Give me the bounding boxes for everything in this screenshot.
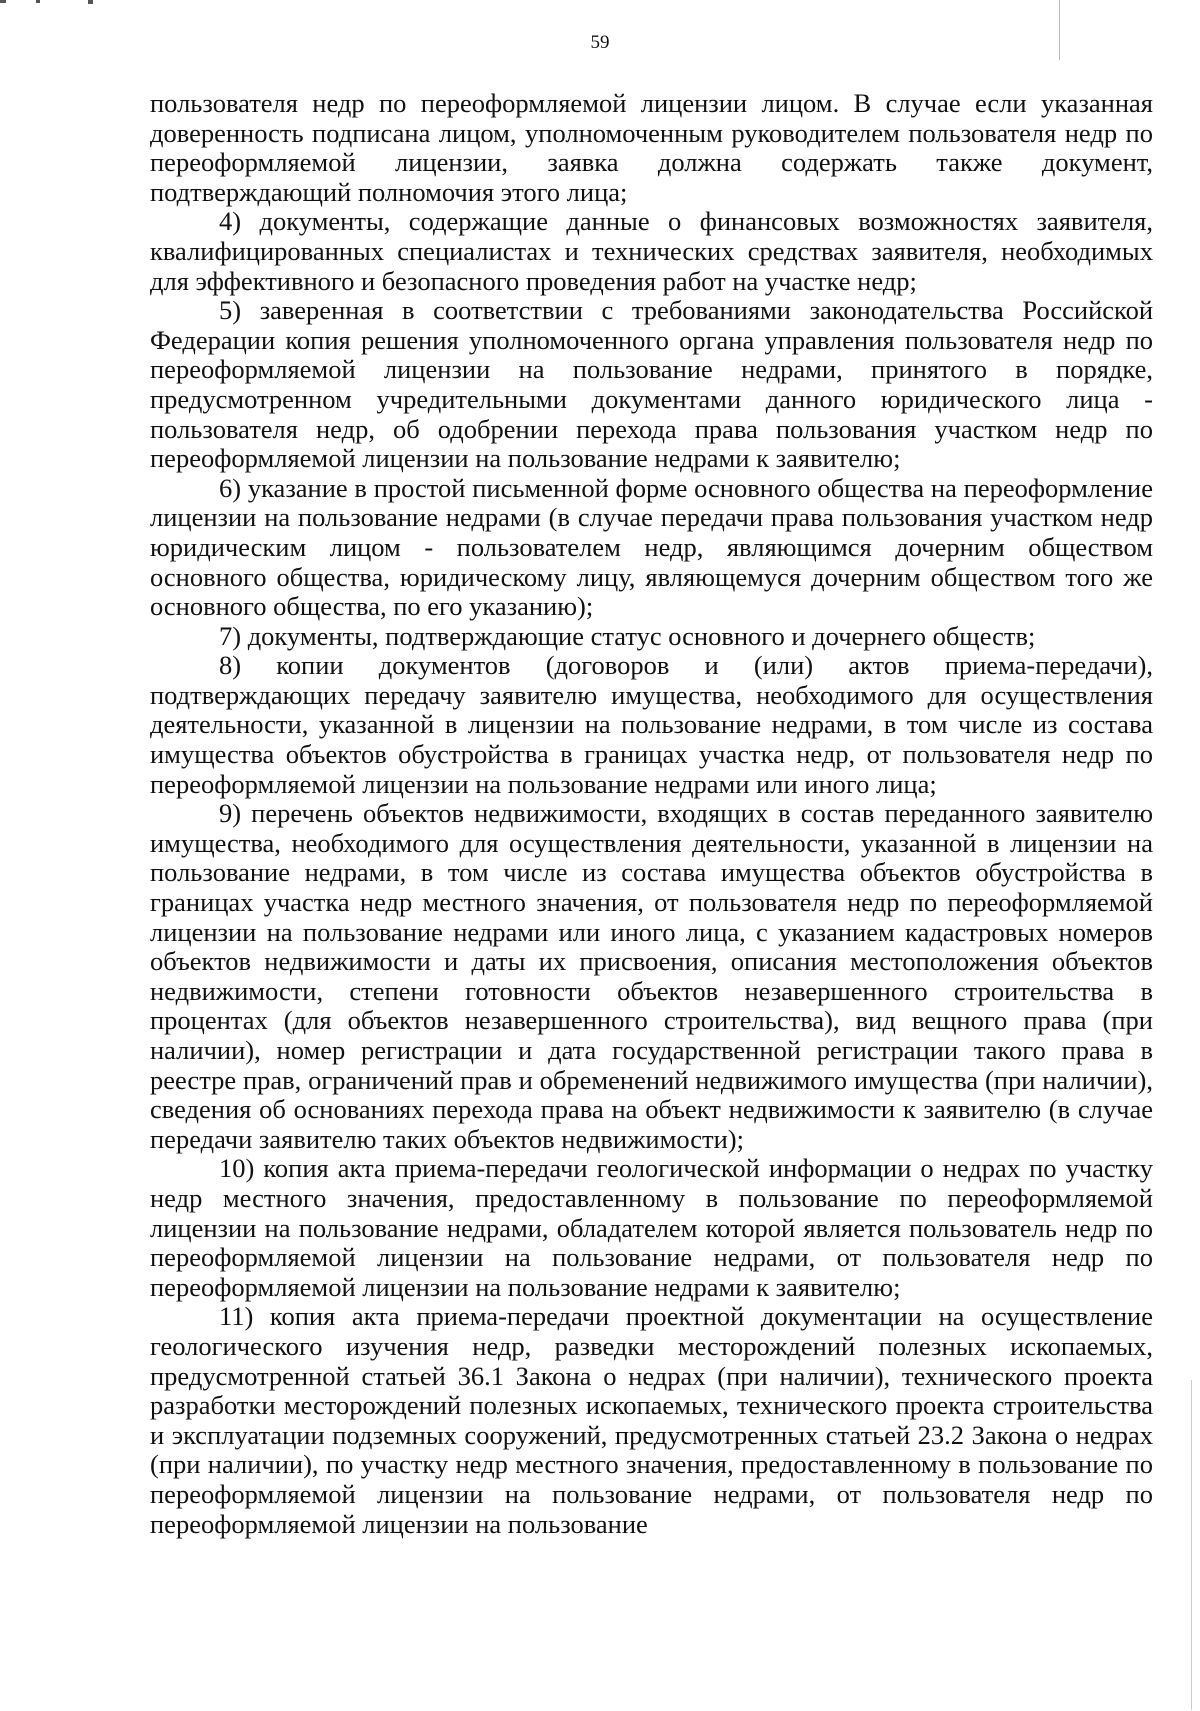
scan-artifact bbox=[36, 0, 40, 3]
list-item-4: 4) документы, содержащие данные о финансовых возможностях заявителя, квалифицированных специалистах и технических средствах заявителя, необходимых для эффективного и безопасного проведения работ на участке недр; bbox=[150, 206, 1153, 296]
document-body bbox=[150, 89, 1153, 1539]
list-item-5: 5) заверенная в соответствии с требованиями законодательства Российской Федерации копия решения уполномоченного органа управления пользователя недр по переоформляемой лицензии на пользование недрами, принятого в порядке, предусмотренном учредительными документами данного юридического лица - пользователя недр, об одобрении перехода права пользования участком недр по переоформляемой лицензии на пользование недрами к заявителю; bbox=[150, 295, 1153, 474]
list-item-8: 8) копии документов (договоров и (или) актов приема-передачи), подтверждающих передачу заявителю имущества, необходимого для осуществления деятельности, указанной в лицензии на пользование недрами, в том числе из состава имущества объектов обустройства в границах участка недр, от пользователя недр по переоформляемой лицензии на пользование недрами или иного лица; bbox=[150, 650, 1153, 799]
paragraph-continuation: пользователя недр по переоформляемой лицензии лицом. В случае если указанная доверенность подписана лицом, уполномоченным руководителем пользователя недр по переоформляемой лицензии, заявка должна содержать также документ, подтверждающий полномочия этого лица; bbox=[150, 88, 1153, 207]
list-item-11: 11) копия акта приема-передачи проектной документации на осуществление геологического изучения недр, разведки месторождений полезных ископаемых, предусмотренной статьей 36.1 Закона о недрах (при наличии), технического проекта разработки месторождений полезных ископаемых, технического проекта строительства и эксплуатации подземных сооружений, предусмотренных статьей 23.2 Закона о недрах (при наличии), по участку недр местного значения, предоставленному в пользование по переоформляемой лицензии на пользование недрами, от пользователя недр по переоформляемой лицензии на пользование bbox=[150, 1301, 1153, 1539]
page-number: 59 bbox=[590, 32, 610, 53]
list-item-9: 9) перечень объектов недвижимости, входящих в состав переданного заявителю имущества, необходимого для осуществления деятельности, указанной в лицензии на пользование недрами, в том числе из состава имущества объектов обустройства в границах участка недр местного значения, от пользователя недр по переоформляемой лицензии на пользование недрами или иного лица, с указанием кадастровых номеров объектов недвижимости и даты их присвоения, описания местоположения объектов недвижимости, степени готовности объектов незавершенного строительства в процентах (для объектов незавершенного строительства), вид вещного права (при наличии), номер регистрации и дата государственной регистрации такого права в реестре прав, ограничений прав и обременений недвижимого имущества (при наличии), сведения об основаниях перехода права на объект недвижимости к заявителю (в случае передачи заявителю таких объектов недвижимости); bbox=[150, 798, 1153, 1154]
scan-artifact bbox=[0, 0, 6, 3]
list-item-7: 7) документы, подтверждающие статус основного и дочернего обществ; bbox=[219, 620, 1036, 651]
scan-artifact bbox=[88, 0, 93, 4]
scan-artifact bbox=[1191, 1380, 1192, 1710]
list-item-10: 10) копия акта приема-передачи геологической информации о недрах по участку недр местного значения, предоставленному в пользование по переоформляемой лицензии на пользование недрами, обладателем которой является пользователь недр по переоформляемой лицензии на пользование недрами, от пользователя недр по переоформляемой лицензии на пользование недрами к заявителю; bbox=[150, 1153, 1153, 1302]
list-item-6: 6) указание в простой письменной форме основного общества на переоформление лицензии на пользование недрами (в случае передачи права пользования участком недр юридическим лицом - пользователем недр, являющимся дочерним обществом основного общества, юридическому лицу, являющемуся дочерним обществом того же основного общества, по его указанию); bbox=[150, 472, 1153, 622]
